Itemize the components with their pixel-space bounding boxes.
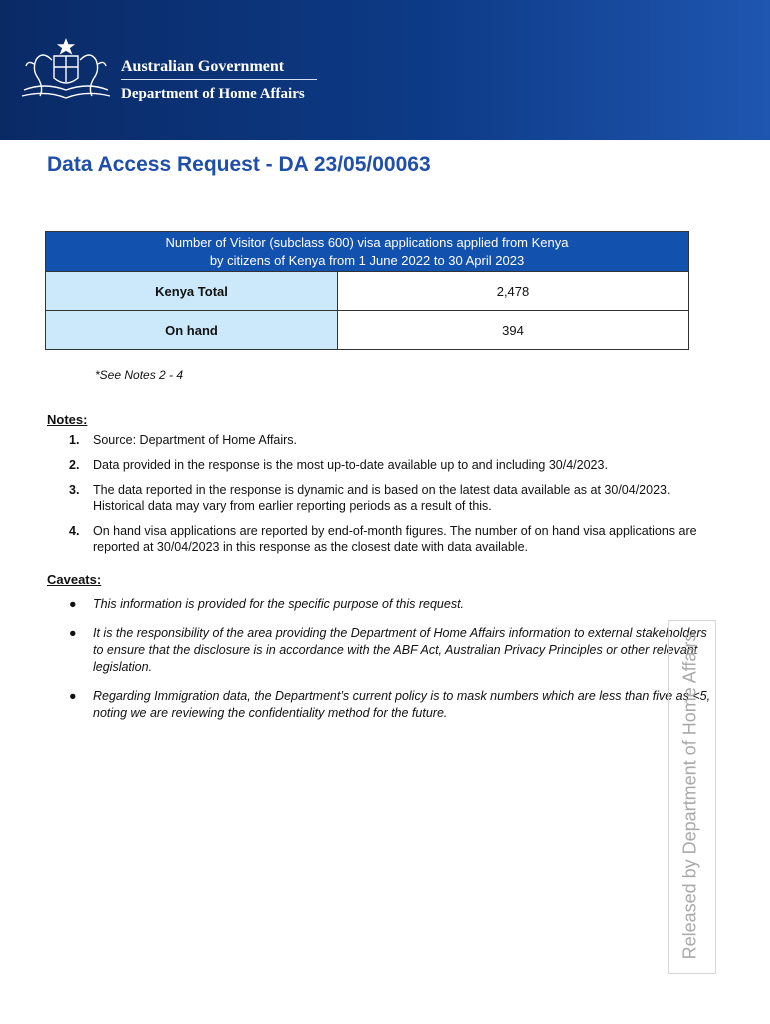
notes-list bbox=[47, 432, 707, 564]
list-item bbox=[47, 596, 712, 613]
department-name: Department of Home Affairs bbox=[121, 86, 305, 102]
bullet-icon: ● bbox=[69, 689, 77, 703]
row-value-on-hand: 394 bbox=[338, 311, 689, 350]
list-item bbox=[47, 523, 707, 555]
bullet-icon: ● bbox=[69, 597, 77, 611]
table-header bbox=[46, 232, 689, 272]
note-number: 1. bbox=[69, 433, 80, 447]
caveat-text: This information is provided for the specific purpose of this request. bbox=[93, 597, 465, 611]
caveat-text: Regarding Immigration data, the Department’s current policy is to mask numbers which are less than five as <5, noting we are reviewing the confidentiality method for the future. bbox=[93, 689, 711, 720]
notes-heading: Notes: bbox=[47, 412, 88, 427]
list-item bbox=[47, 625, 712, 676]
government-name: Australian Government bbox=[121, 58, 285, 75]
note-number: 4. bbox=[69, 524, 80, 538]
row-label-kenya-total: Kenya Total bbox=[46, 272, 338, 311]
note-number: 2. bbox=[69, 458, 80, 472]
note-number: 3. bbox=[69, 483, 80, 497]
header-divider bbox=[121, 79, 317, 80]
note-text: The data reported in the response is dynamic and is based on the latest data available as at 30/04/2023. Historical data may vary from earlier reporting periods as a result of this. bbox=[93, 483, 671, 513]
table-row bbox=[46, 311, 689, 350]
page-title: Data Access Request - DA 23/05/00063 bbox=[47, 153, 431, 176]
row-label-on-hand: On hand bbox=[46, 311, 338, 350]
note-text: Data provided in the response is the most up-to-date available up to and including 30/4/2023. bbox=[93, 458, 608, 472]
release-stamp: Released by Department of Home Affairs bbox=[679, 632, 700, 960]
note-text: On hand visa applications are reported by end-of-month figures. The number of on hand visa applications are reported at 30/04/2023 in this response as the closest date with data available. bbox=[93, 524, 697, 554]
caveat-text: It is the responsibility of the area providing the Department of Home Affairs information to external stakeholders to ensure that the disclosure is in accordance with the ABF Act, Australian Privacy Principles or other relevant legislation. bbox=[93, 626, 707, 674]
caveats-list bbox=[47, 596, 712, 734]
data-table bbox=[45, 231, 689, 350]
row-value-kenya-total: 2,478 bbox=[338, 272, 689, 311]
see-notes-reference: *See Notes 2 - 4 bbox=[95, 368, 184, 382]
caveats-heading: Caveats: bbox=[47, 572, 102, 587]
note-text: Source: Department of Home Affairs. bbox=[93, 433, 298, 447]
bullet-icon: ● bbox=[69, 626, 77, 640]
table-header-line-2: by citizens of Kenya from 1 June 2022 to 30 April 2023 bbox=[209, 252, 525, 268]
list-item bbox=[47, 482, 707, 514]
table-row bbox=[46, 272, 689, 311]
table-header-line-1: Number of Visitor (subclass 600) visa applications applied from Kenya bbox=[165, 234, 569, 250]
coat-of-arms-icon bbox=[18, 38, 114, 104]
header-banner bbox=[0, 0, 770, 140]
list-item bbox=[47, 432, 707, 448]
list-item bbox=[47, 457, 707, 473]
list-item bbox=[47, 688, 712, 722]
